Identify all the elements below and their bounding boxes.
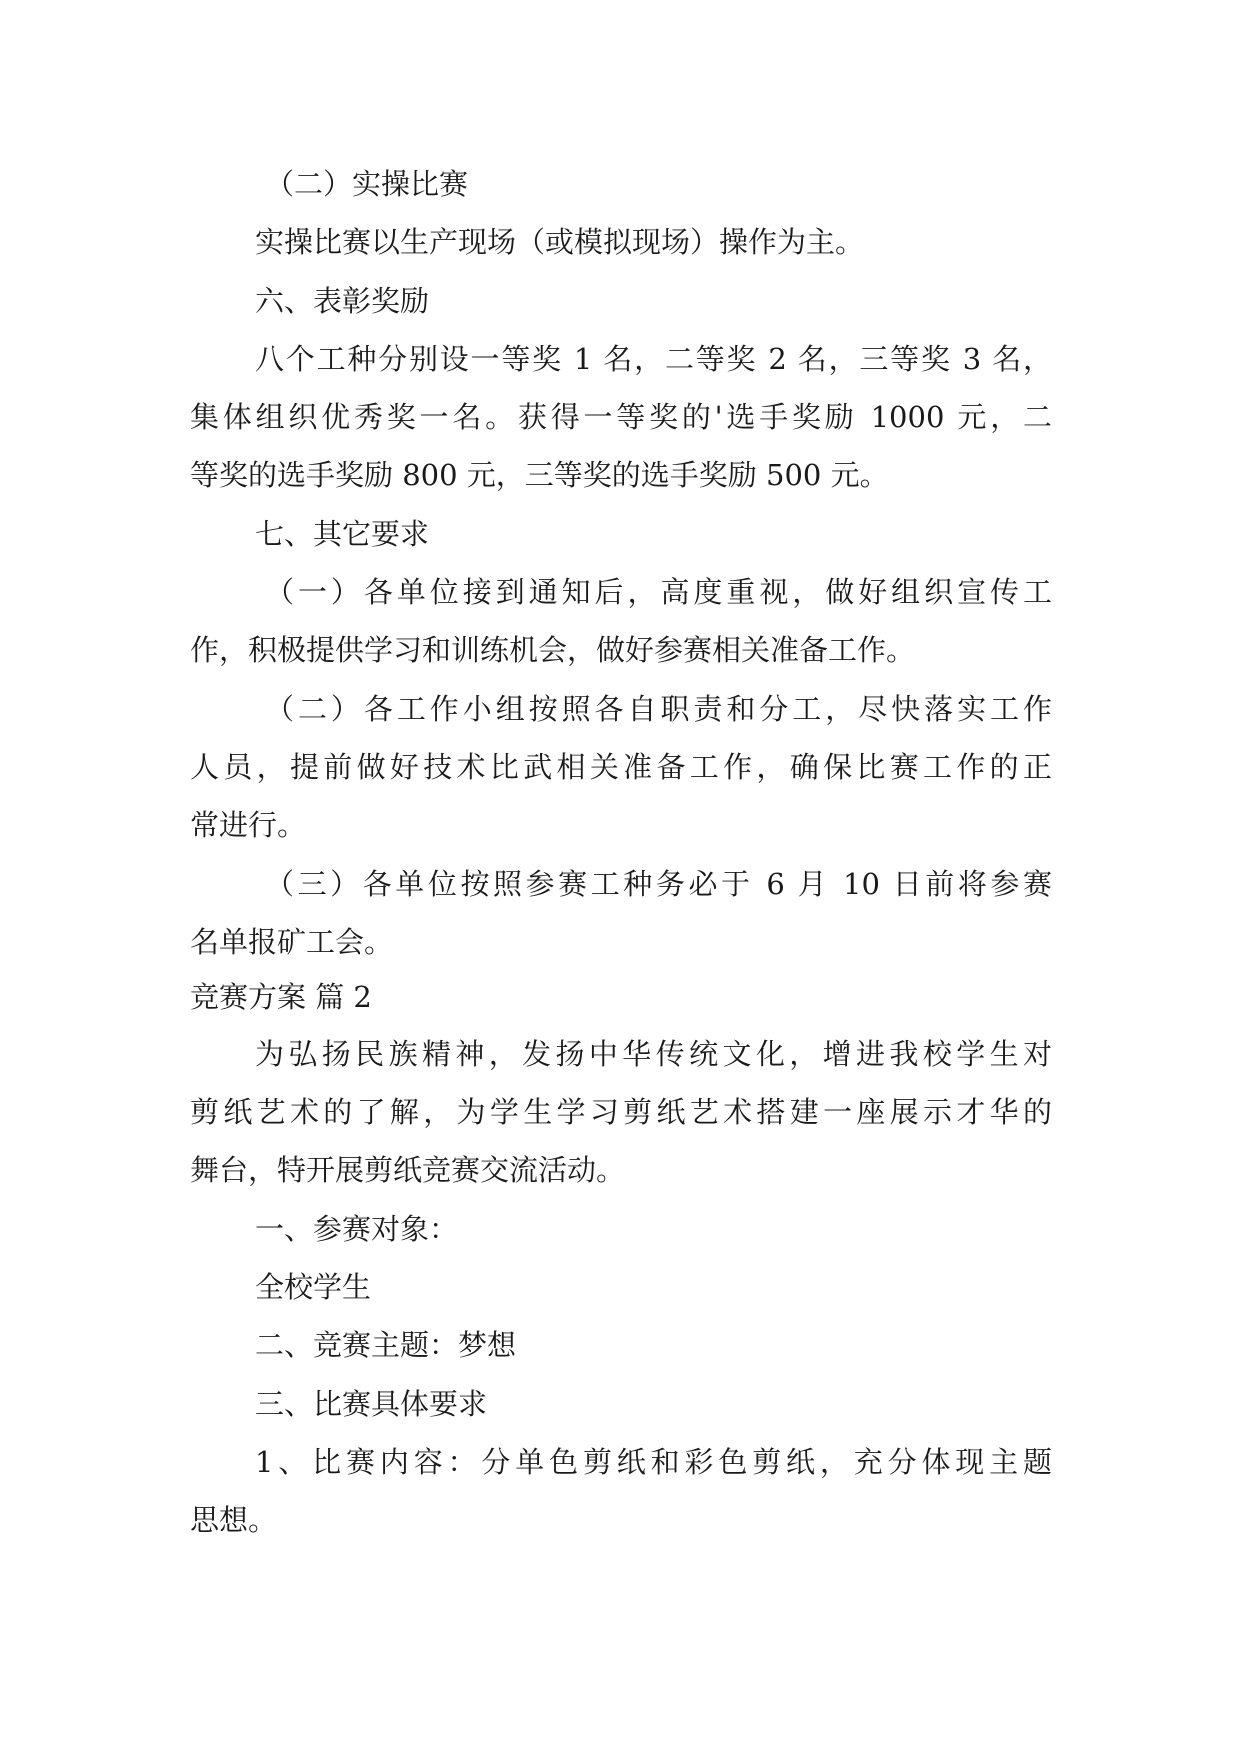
paragraph-line: 实操比赛以生产现场（或模拟现场）操作为主。 — [255, 225, 865, 259]
paragraph-line: （二）各工作小组按照各自职责和分工，尽快落实工作 — [265, 692, 1052, 726]
paragraph-line: 思想。 — [190, 1503, 278, 1537]
section-heading-theme: 二、竞赛主题：梦想 — [255, 1328, 517, 1362]
paragraph-line: 等奖的选手奖励 800 元，三等奖的选手奖励 500 元。 — [190, 458, 889, 492]
paragraph-line: 常进行。 — [190, 808, 307, 842]
paragraph-line: （三）各单位按照参赛工种务必于 6 月 10 日前将参赛 — [265, 867, 1052, 901]
paragraph-line: 1、比赛内容：分单色剪纸和彩色剪纸，充分体现主题 — [255, 1445, 1052, 1479]
paragraph-line: 剪纸艺术的了解，为学生学习剪纸艺术搭建一座展示才华的 — [190, 1095, 1052, 1129]
section-heading-awards: 六、表彰奖励 — [255, 284, 430, 318]
paragraph-line: 人员，提前做好技术比武相关准备工作，确保比赛工作的正 — [190, 750, 1052, 784]
section-heading-participants: 一、参赛对象： — [255, 1212, 459, 1246]
subsection-heading-practical: （二）实操比赛 — [265, 167, 469, 201]
paragraph-line: 舞台，特开展剪纸竞赛交流活动。 — [190, 1153, 626, 1187]
paragraph-line: 集体组织优秀奖一名。获得一等奖的'选手奖励 1000 元，二 — [190, 400, 1052, 434]
section-heading-other-requirements: 七、其它要求 — [255, 517, 430, 551]
article-title: 竞赛方案 篇 2 — [190, 980, 372, 1014]
paragraph-line: （一）各单位接到通知后，高度重视，做好组织宣传工 — [265, 575, 1052, 609]
paragraph-line: 八个工种分别设一等奖 1 名，二等奖 2 名，三等奖 3 名， — [255, 342, 1052, 376]
paragraph-line: 全校学生 — [255, 1270, 372, 1304]
paragraph-line: 名单报矿工会。 — [190, 925, 394, 959]
paragraph-line: 为弘扬民族精神，发扬中华传统文化，增进我校学生对 — [255, 1037, 1052, 1071]
paragraph-line: 作，积极提供学习和训练机会，做好参赛相关准备工作。 — [190, 633, 916, 667]
section-heading-requirements: 三、比赛具体要求 — [255, 1387, 488, 1421]
